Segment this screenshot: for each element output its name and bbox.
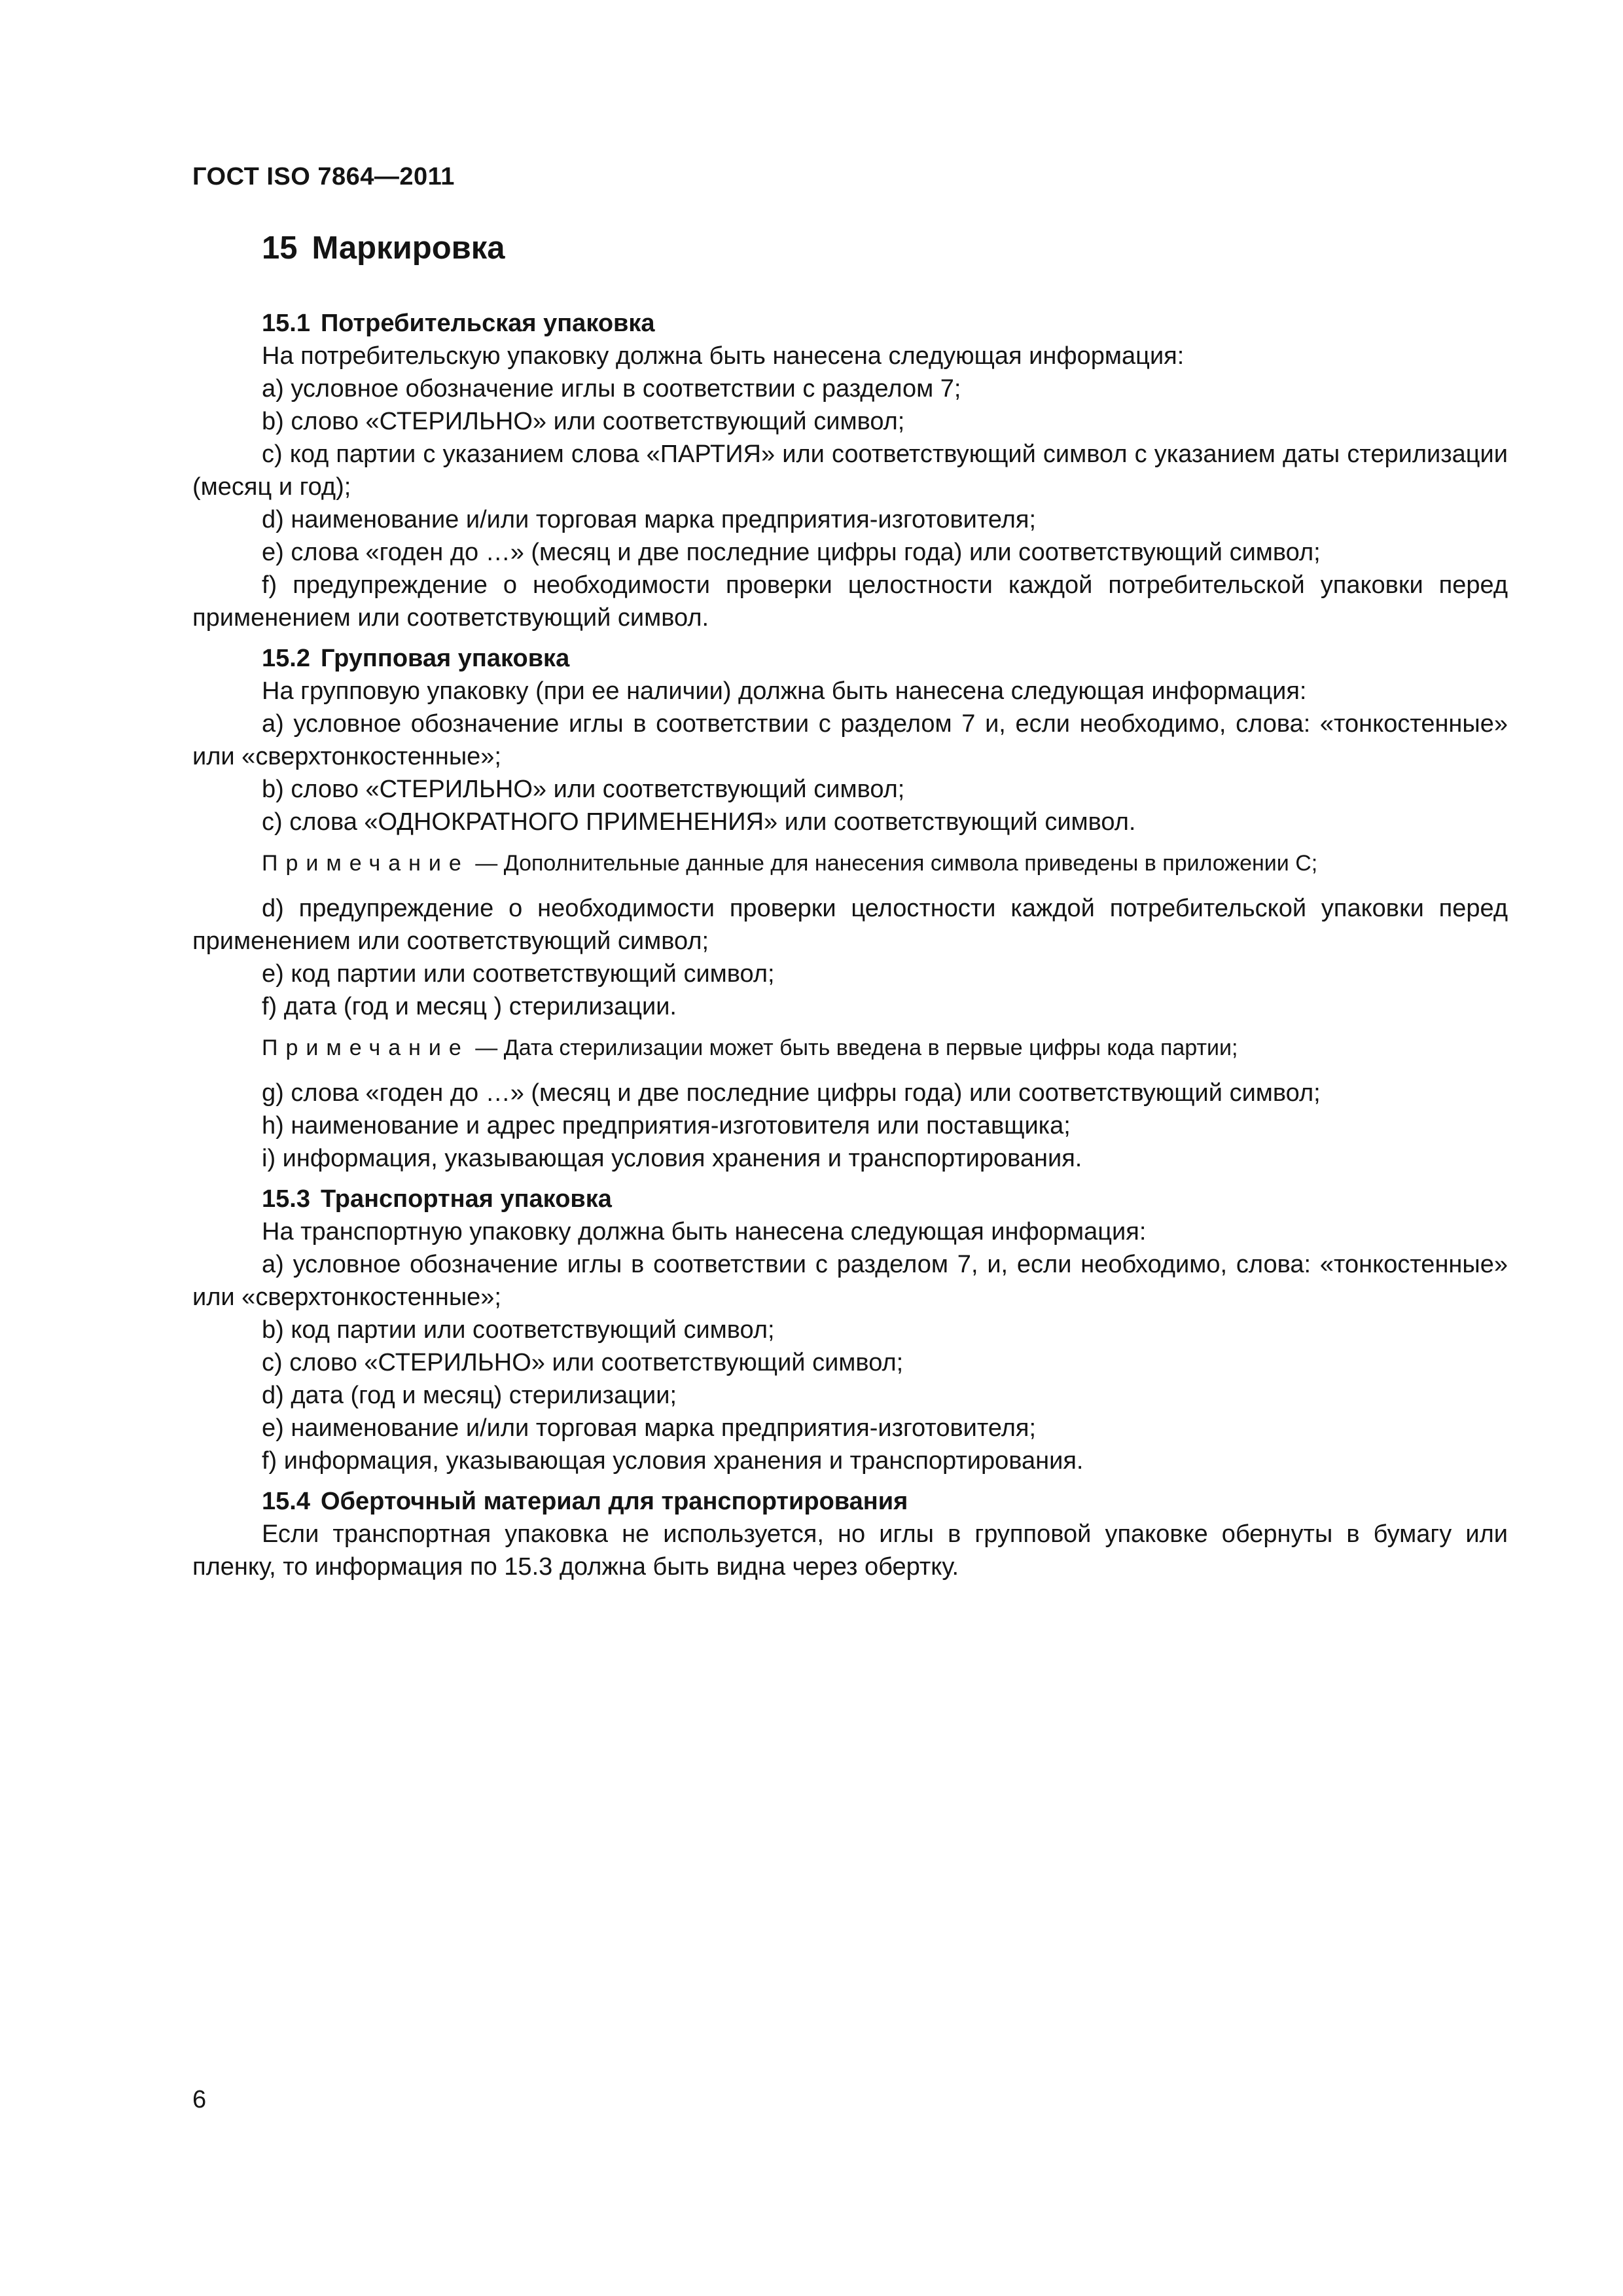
list-item: d) предупреждение о необходимости проверки целостности каждой потребительской упаковки перед применением или соответствующий символ; — [192, 894, 1508, 955]
paragraph: Если транспортная упаковка не используется, но иглы в групповой упаковке обернуты в бумагу или пленку, то информация по 15.3 должна быть видна через обертку. — [192, 1520, 1508, 1581]
list-item: b) слово «СТЕРИЛЬНО» или соответствующий символ; — [262, 775, 905, 803]
list-item: d) наименование и/или торговая марка предприятия-изготовителя; — [262, 505, 1037, 533]
subsection-number: 15.1 — [262, 309, 310, 337]
list-item: с) код партии с указанием слова «ПАРТИЯ» или соответствующий символ с указанием даты стерилизации (месяц и год); — [192, 440, 1508, 501]
subsection-number: 15.3 — [262, 1185, 310, 1213]
note — [192, 1032, 1508, 1064]
list-item: d) дата (год и месяц) стерилизации; — [262, 1381, 677, 1409]
note — [192, 848, 1508, 879]
document-code: ГОСТ ISO 7864—2011 — [192, 163, 455, 190]
subsection-title: Групповая упаковка — [320, 644, 570, 672]
list-item: с) слова «ОДНОКРАТНОГО ПРИМЕНЕНИЯ» или соответствующий символ. — [262, 808, 1136, 836]
subsection-number: 15.4 — [262, 1487, 310, 1515]
paragraph-intro: На транспортную упаковку должна быть нанесена следующая информация: — [262, 1217, 1147, 1246]
note-label: Примечание — [262, 1035, 469, 1060]
note-text: — Дата стерилизации может быть введена в первые цифры кода партии; — [475, 1035, 1238, 1060]
subsection-heading-15-4 — [192, 1485, 1508, 1518]
list-item: b) слово «СТЕРИЛЬНО» или соответствующий символ; — [262, 407, 905, 435]
subsection-title: Оберточный материал для транспортирования — [320, 1487, 908, 1515]
list-item: b) код партии или соответствующий символ; — [262, 1316, 775, 1344]
section-title: Маркировка — [312, 230, 505, 266]
list-item: f) предупреждение о необходимости проверки целостности каждой потребительской упаковки перед применением или соответствующий символ. — [192, 571, 1508, 632]
list-item: с) слово «СТЕРИЛЬНО» или соответствующий символ; — [262, 1348, 904, 1376]
page-content — [192, 229, 1508, 1583]
subsection-number: 15.2 — [262, 644, 310, 672]
subsection-title: Потребительская упаковка — [320, 309, 655, 337]
page-number: 6 — [192, 2086, 207, 2113]
list-item: а) условное обозначение иглы в соответствии с разделом 7, и, если необходимо, слова: «тонкостенные» или «сверхтонкостенные»; — [192, 1250, 1508, 1311]
list-item: h) наименование и адрес предприятия-изготовителя или поставщика; — [262, 1111, 1071, 1139]
list-item: е) слова «годен до …» (месяц и две последние цифры года) или соответствующий символ; — [262, 538, 1321, 566]
subsection-heading-15-3 — [192, 1183, 1508, 1215]
paragraph-intro: На групповую упаковку (при ее наличии) должна быть нанесена следующая информация: — [262, 677, 1307, 705]
note-label: Примечание — [262, 850, 469, 876]
paragraph-intro: На потребительскую упаковку должна быть нанесена следующая информация: — [262, 342, 1185, 370]
list-item: f) дата (год и месяц ) стерилизации. — [262, 992, 677, 1020]
list-item: g) слова «годен до …» (месяц и две последние цифры года) или соответствующий символ; — [262, 1079, 1321, 1107]
subsection-heading-15-1 — [192, 307, 1508, 340]
section-heading — [192, 229, 1508, 268]
note-text: — Дополнительные данные для нанесения символа приведены в приложении С; — [475, 850, 1318, 876]
list-item: а) условное обозначение иглы в соответствии с разделом 7 и, если необходимо, слова: «тонкостенные» или «сверхтонкостенные»; — [192, 709, 1508, 770]
list-item: а) условное обозначение иглы в соответствии с разделом 7; — [262, 374, 961, 403]
list-item: е) наименование и/или торговая марка предприятия-изготовителя; — [262, 1414, 1037, 1442]
subsection-title: Транспортная упаковка — [320, 1185, 612, 1213]
subsection-heading-15-2 — [192, 642, 1508, 675]
section-number: 15 — [262, 230, 298, 266]
list-item: i) информация, указывающая условия хранения и транспортирования. — [262, 1144, 1082, 1172]
list-item: f) информация, указывающая условия хранения и транспортирования. — [262, 1446, 1084, 1475]
list-item: е) код партии или соответствующий символ; — [262, 960, 775, 988]
